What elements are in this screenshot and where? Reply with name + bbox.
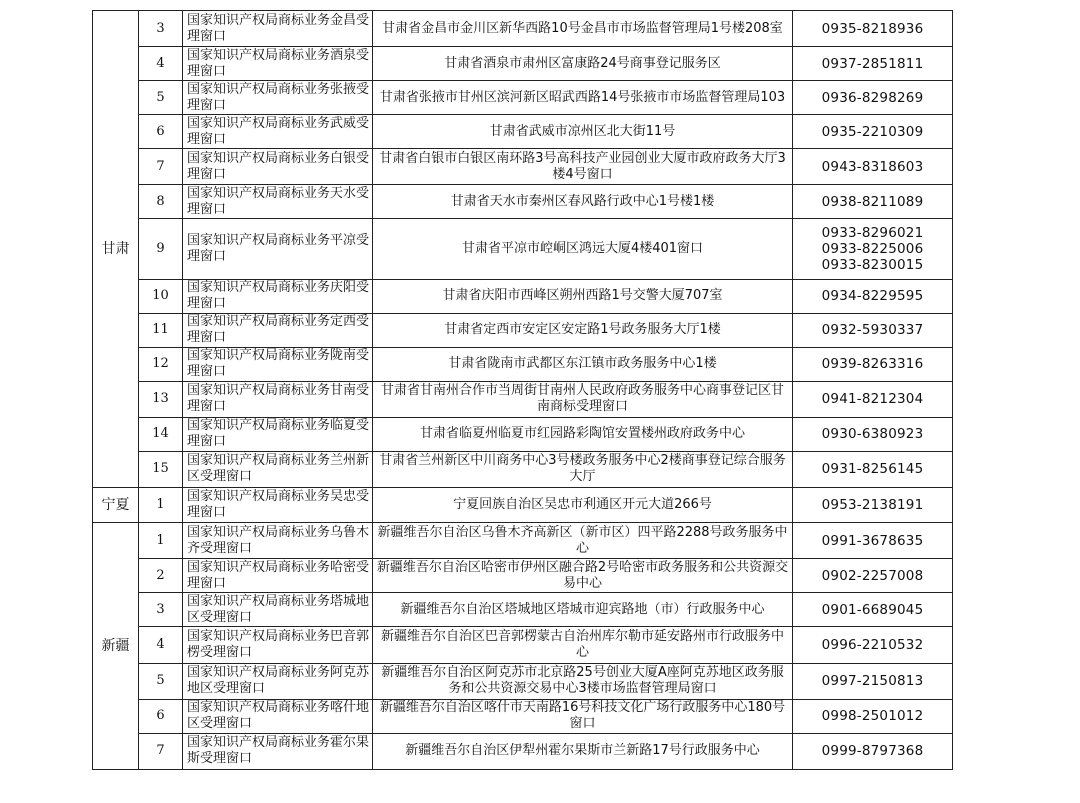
phone-number: 0933-8296021	[821, 224, 924, 241]
window-address: 甘肃省武威市凉州区北大街11号	[373, 115, 793, 149]
phone-number: 0939-8263316	[821, 356, 924, 373]
phone-number: 0933-8230015	[821, 256, 924, 273]
phone-number: 0999-8797368	[821, 743, 924, 760]
phone-number: 0937-2851811	[821, 55, 924, 72]
window-name: 国家知识产权局商标业务金昌受理窗口	[183, 11, 373, 47]
window-name: 国家知识产权局商标业务定西受理窗口	[183, 313, 373, 347]
table-row	[93, 313, 953, 347]
window-address: 新疆维吾尔自治区伊犁州霍尔果斯市兰新路17号行政服务中心	[373, 733, 793, 769]
window-name: 国家知识产权局商标业务陇南受理窗口	[183, 347, 373, 381]
phone-cell	[793, 279, 953, 313]
row-number: 3	[139, 593, 183, 627]
phone-number: 0998-2501012	[821, 708, 924, 725]
phone-number: 0931-8256145	[821, 461, 924, 478]
table-row	[93, 381, 953, 417]
row-number: 11	[139, 313, 183, 347]
window-name: 国家知识产权局商标业务酒泉受理窗口	[183, 47, 373, 81]
window-address: 甘肃省庆阳市西峰区朔州西路1号交警大厦707室	[373, 279, 793, 313]
phone-cell	[793, 451, 953, 487]
window-address: 甘肃省陇南市武都区东江镇市政务服务中心1楼	[373, 347, 793, 381]
table-row	[93, 451, 953, 487]
table-row	[93, 11, 953, 47]
window-address: 新疆维吾尔自治区喀什市天南路16号科技文化广场行政服务中心180号窗口	[373, 699, 793, 733]
window-name: 国家知识产权局商标业务塔城地区受理窗口	[183, 593, 373, 627]
phone-number: 0933-8225006	[821, 240, 924, 257]
window-name: 国家知识产权局商标业务平凉受理窗口	[183, 219, 373, 279]
row-number: 8	[139, 185, 183, 219]
window-address: 甘肃省定西市安定区安定路1号政务服务大厅1楼	[373, 313, 793, 347]
phone-cell	[793, 523, 953, 559]
window-address: 甘肃省兰州新区中川商务中心3号楼政务服务中心2楼商事登记综合服务大厅	[373, 451, 793, 487]
row-number: 2	[139, 559, 183, 593]
window-name: 国家知识产权局商标业务巴音郭楞受理窗口	[183, 627, 373, 663]
window-name: 国家知识产权局商标业务武威受理窗口	[183, 115, 373, 149]
window-name: 国家知识产权局商标业务霍尔果斯受理窗口	[183, 733, 373, 769]
phone-number: 0938-8211089	[821, 193, 924, 210]
window-address: 甘肃省甘南州合作市当周街甘南州人民政府政务服务中心商事登记区甘南商标受理窗口	[373, 381, 793, 417]
phone-cell	[793, 11, 953, 47]
row-number: 7	[139, 733, 183, 769]
row-number: 9	[139, 219, 183, 279]
table-row	[93, 417, 953, 451]
row-number: 6	[139, 115, 183, 149]
table-row	[93, 81, 953, 115]
row-number: 15	[139, 451, 183, 487]
window-name: 国家知识产权局商标业务白银受理窗口	[183, 149, 373, 185]
row-number: 6	[139, 699, 183, 733]
phone-cell	[793, 488, 953, 523]
row-number: 10	[139, 279, 183, 313]
window-address: 甘肃省天水市秦州区春风路行政中心1号楼1楼	[373, 185, 793, 219]
row-number: 13	[139, 381, 183, 417]
phone-number: 0943-8318603	[821, 158, 924, 175]
phone-cell	[793, 185, 953, 219]
row-number: 5	[139, 663, 183, 699]
table-row	[93, 523, 953, 559]
phone-number: 0997-2150813	[821, 673, 924, 690]
table-row	[93, 699, 953, 733]
phone-number: 0932-5930337	[821, 322, 924, 339]
phone-number: 0902-2257008	[821, 567, 924, 584]
row-number: 5	[139, 81, 183, 115]
table-row	[93, 733, 953, 769]
phone-number: 0936-8298269	[821, 89, 924, 106]
phone-cell	[793, 313, 953, 347]
phone-cell	[793, 81, 953, 115]
table-row	[93, 279, 953, 313]
row-number: 1	[139, 488, 183, 523]
table-row	[93, 593, 953, 627]
province-cell: 宁夏	[93, 488, 139, 523]
phone-number: 0901-6689045	[821, 601, 924, 618]
window-name: 国家知识产权局商标业务甘南受理窗口	[183, 381, 373, 417]
phone-number: 0996-2210532	[821, 636, 924, 653]
window-name: 国家知识产权局商标业务阿克苏地区受理窗口	[183, 663, 373, 699]
phone-cell	[793, 47, 953, 81]
table-row	[93, 663, 953, 699]
phone-cell	[793, 627, 953, 663]
window-address: 宁夏回族自治区吴忠市利通区开元大道266号	[373, 488, 793, 523]
window-address: 甘肃省白银市白银区南环路3号高科技产业园创业大厦市政府政务大厅3楼4号窗口	[373, 149, 793, 185]
window-address: 甘肃省金昌市金川区新华西路10号金昌市市场监督管理局1号楼208室	[373, 11, 793, 47]
phone-number: 0941-8212304	[821, 391, 924, 408]
phone-cell	[793, 149, 953, 185]
province-cell: 新疆	[93, 523, 139, 770]
window-name: 国家知识产权局商标业务喀什地区受理窗口	[183, 699, 373, 733]
table-body	[93, 11, 953, 770]
window-name: 国家知识产权局商标业务吴忠受理窗口	[183, 488, 373, 523]
phone-number: 0935-2210309	[821, 123, 924, 140]
phone-number: 0935-8218936	[821, 20, 924, 37]
window-address: 甘肃省张掖市甘州区滨河新区昭武西路14号张掖市市场监督管理局103	[373, 81, 793, 115]
window-name: 国家知识产权局商标业务兰州新区受理窗口	[183, 451, 373, 487]
window-address: 新疆维吾尔自治区塔城地区塔城市迎宾路地（市）行政服务中心	[373, 593, 793, 627]
row-number: 4	[139, 627, 183, 663]
table-row	[93, 347, 953, 381]
phone-cell	[793, 347, 953, 381]
window-name: 国家知识产权局商标业务庆阳受理窗口	[183, 279, 373, 313]
phone-number: 0930-6380923	[821, 426, 924, 443]
row-number: 3	[139, 11, 183, 47]
window-address: 甘肃省平凉市崆峒区鸿远大厦4楼401窗口	[373, 219, 793, 279]
window-name: 国家知识产权局商标业务张掖受理窗口	[183, 81, 373, 115]
row-number: 14	[139, 417, 183, 451]
table-row	[93, 627, 953, 663]
window-name: 国家知识产权局商标业务乌鲁木齐受理窗口	[183, 523, 373, 559]
window-address: 新疆维吾尔自治区阿克苏市北京路25号创业大厦A座阿克苏地区政务服务和公共资源交易中心3楼市场监督管理局窗口	[373, 663, 793, 699]
phone-cell	[793, 663, 953, 699]
phone-number: 0934-8229595	[821, 288, 924, 305]
row-number: 12	[139, 347, 183, 381]
phone-cell	[793, 733, 953, 769]
table-row	[93, 559, 953, 593]
phone-number: 0953-2138191	[821, 497, 924, 513]
phone-cell	[793, 559, 953, 593]
table-row	[93, 219, 953, 279]
phone-cell	[793, 115, 953, 149]
window-address: 甘肃省酒泉市肃州区富康路24号商事登记服务区	[373, 47, 793, 81]
phone-cell	[793, 699, 953, 733]
row-number: 1	[139, 523, 183, 559]
window-name: 国家知识产权局商标业务天水受理窗口	[183, 185, 373, 219]
table-row	[93, 149, 953, 185]
province-cell: 甘肃	[93, 11, 139, 488]
row-number: 7	[139, 149, 183, 185]
window-name: 国家知识产权局商标业务临夏受理窗口	[183, 417, 373, 451]
window-address: 新疆维吾尔自治区乌鲁木齐高新区（新市区）四平路2288号政务服务中心	[373, 523, 793, 559]
window-address: 甘肃省临夏州临夏市红园路彩陶馆安置楼州政府政务中心	[373, 417, 793, 451]
window-address: 新疆维吾尔自治区哈密市伊州区融合路2号哈密市政务服务和公共资源交易中心	[373, 559, 793, 593]
table-row	[93, 185, 953, 219]
phone-cell	[793, 417, 953, 451]
table-row	[93, 115, 953, 149]
row-number: 4	[139, 47, 183, 81]
phone-cell	[793, 219, 953, 279]
table-row	[93, 47, 953, 81]
trademark-window-table	[92, 10, 953, 770]
phone-cell	[793, 593, 953, 627]
phone-number: 0991-3678635	[821, 532, 924, 549]
window-name: 国家知识产权局商标业务哈密受理窗口	[183, 559, 373, 593]
table-row	[93, 488, 953, 523]
phone-cell	[793, 381, 953, 417]
window-address: 新疆维吾尔自治区巴音郭楞蒙古自治州库尔勒市延安路州市行政服务中心	[373, 627, 793, 663]
